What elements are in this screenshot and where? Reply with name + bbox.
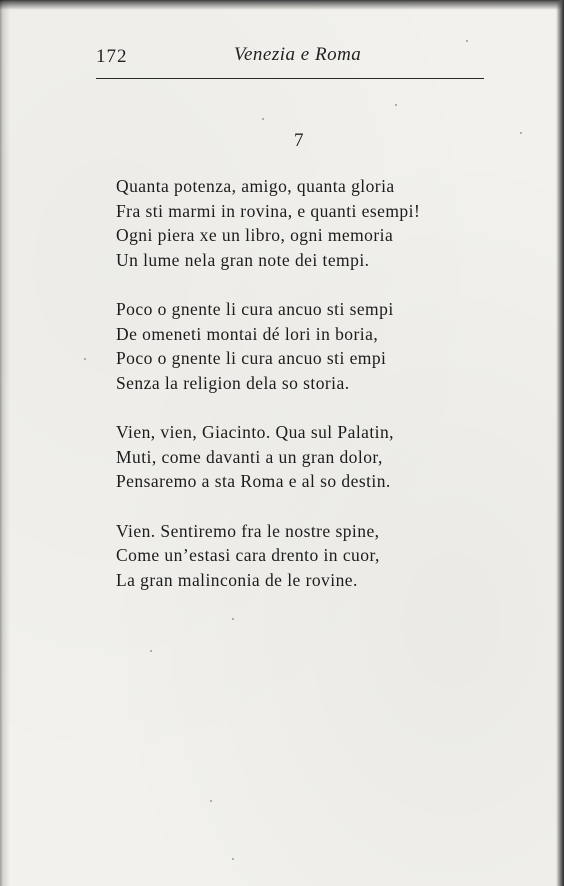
verse-line: Pensaremo a sta Roma e al so destin. — [116, 471, 391, 491]
page-right-edge — [556, 0, 564, 886]
stanza — [116, 174, 496, 272]
stanza — [116, 519, 496, 593]
paper-speck — [232, 618, 234, 620]
verse-line: Vien. Sentiremo fra le nostre spine, — [116, 520, 380, 541]
page-number: 172 — [96, 46, 128, 67]
paper-speck — [395, 104, 397, 106]
paper-speck — [520, 132, 522, 134]
verse-line: Poco o gnente li cura ancuo sti empi — [116, 348, 387, 368]
page-gutter-shadow — [0, 0, 10, 886]
page-top-edge — [0, 0, 564, 10]
verse-line: Muti, come davanti a un gran dolor, — [116, 446, 383, 467]
verse-line: Fra sti marmi in rovina, e quanti esempi! — [116, 200, 421, 221]
paper-speck — [150, 650, 152, 652]
verse-line: Un lume nela gran note dei tempi. — [116, 249, 370, 270]
verse-line: Poco o gnente li cura ancuo sti sempi — [116, 299, 394, 319]
stanza — [116, 297, 496, 395]
stanza — [116, 420, 496, 494]
section-number: 7 — [294, 130, 304, 151]
verse-line: Ogni piera xe un libro, ogni memoria — [116, 225, 394, 245]
page-header — [96, 44, 484, 74]
header-rule — [96, 78, 484, 79]
verse-line: Quanta potenza, amigo, quanta gloria — [116, 176, 395, 196]
paper-speck — [210, 800, 212, 802]
poem — [116, 174, 496, 617]
running-head: Venezia e Roma — [234, 44, 362, 65]
verse-line: La gran malinconia de le rovine. — [116, 569, 358, 590]
paper-speck — [262, 118, 264, 120]
paper-speck — [84, 358, 86, 360]
verse-line: Come un’estasi cara drento in cuor, — [116, 545, 380, 565]
verse-line: Senza la religion dela so storia. — [116, 372, 350, 393]
paper-speck — [466, 40, 468, 42]
verse-line: De omeneti montai dé lori in boria, — [116, 323, 379, 344]
paper-speck — [232, 858, 234, 860]
verse-line: Vien, vien, Giacinto. Qua sul Palatin, — [116, 422, 395, 442]
